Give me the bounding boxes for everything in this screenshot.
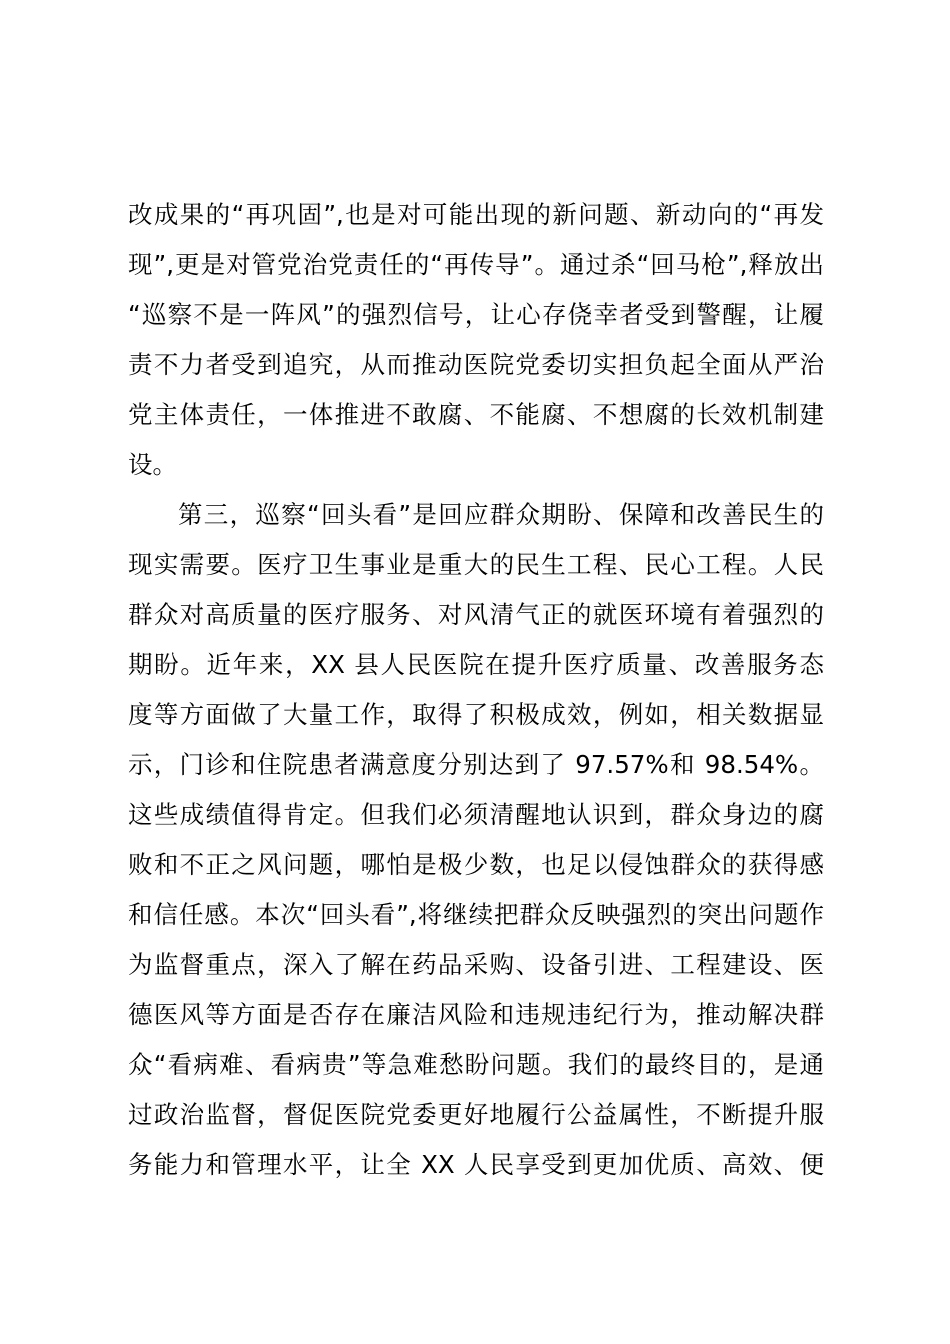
text-line: 度等方面做了大量工作，取得了积极成效，例如，相关数据显 (128, 700, 824, 729)
text-line: 和信任感。本次“回头看”,将继续把群众反映强烈的突出问题作 (128, 900, 824, 929)
text-line: 这些成绩值得肯定。但我们必须清醒地认识到，群众身边的腐 (128, 800, 824, 829)
text-line: 改成果的“再巩固”,也是对可能出现的新问题、新动向的“再发 (128, 200, 824, 229)
text-line: “巡察不是一阵风”的强烈信号，让心存侥幸者受到警醒，让履 (128, 300, 824, 329)
text-line-first-indented: 第三，巡察“回头看”是回应群众期盼、保障和改善民生的 (178, 500, 824, 529)
text-line: 德医风等方面是否存在廉洁风险和违规违纪行为，推动解决群 (128, 1000, 824, 1029)
text-line: 期盼。近年来，XX 县人民医院在提升医疗质量、改善服务态 (128, 650, 824, 679)
text-line: 群众对高质量的医疗服务、对风清气正的就医环境有着强烈的 (128, 600, 824, 629)
text-line: 党主体责任，一体推进不敢腐、不能腐、不想腐的长效机制建 (128, 400, 824, 429)
text-line: 责不力者受到追究，从而推动医院党委切实担负起全面从严治 (128, 350, 824, 379)
paragraph-continued (128, 190, 824, 490)
text-line: 示，门诊和住院患者满意度分别达到了 97.57%和 98.54%。 (128, 750, 824, 779)
paragraph-third-point (128, 490, 824, 1190)
text-line: 过政治监督，督促医院党委更好地履行公益属性，不断提升服 (128, 1100, 824, 1129)
text-line: 务能力和管理水平，让全 XX 人民享受到更加优质、高效、便 (128, 1150, 824, 1179)
text-line: 现”,更是对管党治党责任的“再传导”。通过杀“回马枪”,释放出 (128, 250, 824, 279)
text-line: 众“看病难、看病贵”等急难愁盼问题。我们的最终目的，是通 (128, 1050, 824, 1079)
text-line: 败和不正之风问题，哪怕是极少数，也足以侵蚀群众的获得感 (128, 850, 824, 879)
text-line: 现实需要。医疗卫生事业是重大的民生工程、民心工程。人民 (128, 550, 824, 579)
document-body (128, 190, 824, 1190)
text-line: 设。 (128, 450, 177, 479)
text-line: 为监督重点，深入了解在药品采购、设备引进、工程建设、医 (128, 950, 824, 979)
